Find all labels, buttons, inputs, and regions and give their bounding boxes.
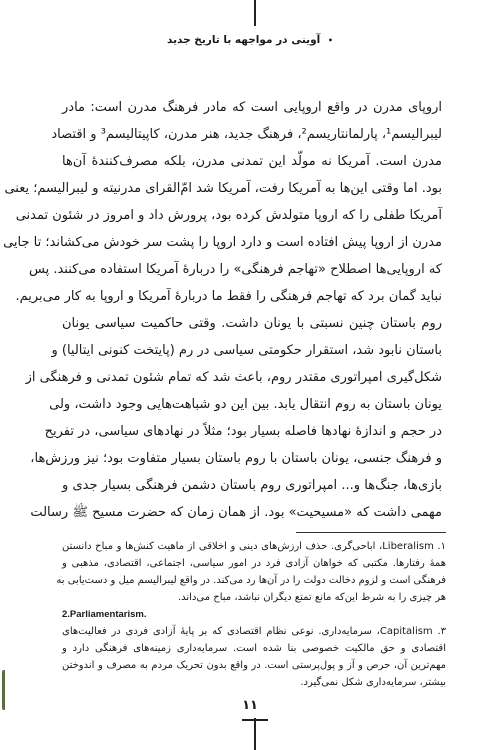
- footnote-line: همهٔ رفتارها. مکتبی که خواهان آزادی فرد در امور سیاسی، اجتماعی، اقتصادی، مذهبی و: [62, 558, 446, 569]
- header-title: آوینی در مواجهه با تاریخ جدید: [167, 34, 321, 46]
- body-line: بازی‌ها، جنگ‌ها و... امپراتوری روم باستان دشمن فرهنگی بسیار جدی و: [62, 478, 442, 493]
- body-line: آمریکا طفلی را که اروپا متولدش کرده بود، پرورش داد و امروز در شئون تمدنی: [15, 208, 442, 223]
- bottom-ornament-line: [254, 718, 256, 750]
- body-line: باستان نابود شد، استقرار حکومتی سیاسی در رم (پایتخت کنونی ایتالیا) و: [51, 343, 442, 358]
- top-ornament-line: [254, 0, 256, 26]
- header-bullet-icon: •: [327, 36, 333, 45]
- body-line: نباید گمان برد که تهاجم فرهنگی را فقط ما دربارهٔ آمریکا و اروپا به کار می‌بریم.: [15, 289, 442, 304]
- body-line: مهمی داشت که «مسیحیت» بود. از همان زمان که حضرت مسیح ﷺ رسالت: [30, 505, 442, 520]
- body-line: لیبرالیسم¹، پارلمانتاریسم²، فرهنگ جدید، هنر مدرن، کاپیتالیسم³ و اقتصاد: [51, 127, 442, 142]
- footnote-line: مهم‌ترین آن، حرص و آز و پول‌پرستی است. در واقع بدون تحریک مردم به مصرف و اندوختن: [62, 660, 446, 671]
- body-line: بود. اما وقتی این‌ها به آمریکا رفت، آمریکا شد امّ‌القرای مدرنیته و لیبرالیسم؛ یعنی: [4, 181, 442, 196]
- side-binding-mark: [2, 670, 19, 710]
- body-line: یونان باستان به روم انتقال یابد. بین این دو شباهت‌هایی وجود داشت، ولی: [49, 397, 442, 412]
- footnote-line: فرهنگی است و لزوم دخالت دولت را در آن‌ها رد می‌کند. در واقع لیبرالیسم میل و دست‌یابی به: [56, 575, 446, 586]
- running-header: [150, 34, 350, 52]
- body-line: مدرن از اروپا پیش افتاده است و دارد اروپا را پشت سر خودش می‌کشاند؛ تا جایی: [3, 235, 442, 250]
- footnote-line: ۱. Liberalism، اباحی‌گری. حذف ارزش‌های دینی و اخلاقی از ماهیت کنش‌ها و مباح دانستن: [62, 541, 446, 552]
- footnote-separator: [296, 532, 446, 533]
- body-line: و فرهنگ جنسی، یونان باستان با روم باستان بسیار متفاوت بود؛ نیز ورزش‌ها،: [30, 451, 442, 466]
- footnote-line: اقتصادی و حق مالکیت خصوصی بنا شده است. سرمایه‌داری زمینه‌های فرهنگی دارد و: [62, 643, 446, 654]
- body-line: شکل‌گیری امپراتوری مقتدر روم، باعث شد که تمام شئون تمدنی و فرهنگی از: [25, 370, 442, 385]
- footnote-line: هر چیزی را به شرط این‌که مانع تمتع دیگران نباشد، مباح می‌داند.: [177, 592, 446, 603]
- page-number: ۱۱: [242, 698, 258, 713]
- body-line: روم باستان چنین نسبتی با یونان داشت. وقتی حاکمیت سیاسی یونان: [62, 316, 442, 331]
- body-line: اروپای مدرن در واقع اروپایی است که مادر فرهنگ مدرن است: مادر: [62, 100, 442, 115]
- body-text: [3, 94, 442, 526]
- footnote-line: 2.Parliamentarism.: [62, 609, 147, 620]
- footnote-line: ۳. Capitalism، سرمایه‌داری. نوعی نظام اقتصادی که بر پایهٔ آزادی فردی در فعالیت‌های: [62, 626, 446, 637]
- body-line: که اروپایی‌ها اصطلاح «تهاجم فرهنگی» را دربارهٔ آمریکا استفاده می‌کنند. پس: [29, 262, 442, 277]
- body-line: مدرن است. آمریکا نه مولّد این تمدنی مدرن، بلکه مصرف‌کنندهٔ آن‌ها: [62, 154, 442, 169]
- footnotes: [56, 538, 446, 691]
- footnote-line: بیشتر، سرمایه‌داری شکل نمی‌گیرد.: [300, 677, 446, 688]
- body-line: در حجم و اندازهٔ نهادها فاصله بسیار بود؛ مثلاً در نهادهای سیاسی، در تفریح: [44, 424, 442, 439]
